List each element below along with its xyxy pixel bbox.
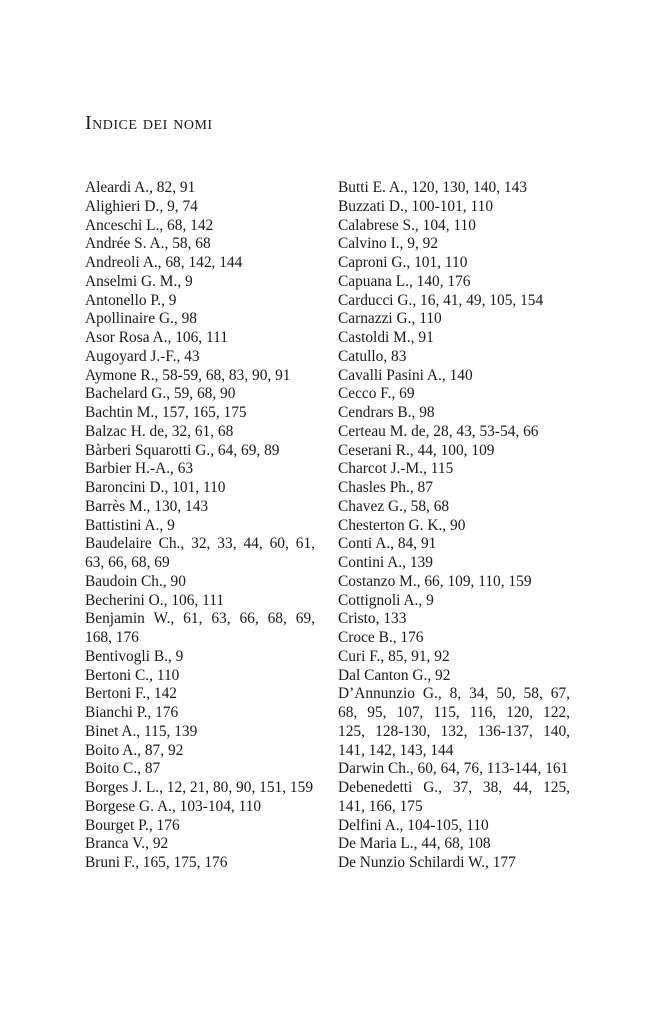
index-entry: Calabrese S., 104, 110 [338, 216, 476, 234]
index-entry: Branca V., 92 [85, 835, 169, 853]
index-entry: Battistini A., 9 [85, 516, 175, 534]
index-entry: Conti A., 84, 91 [338, 535, 437, 553]
index-entry: 141, 166, 175 [338, 797, 423, 815]
index-entry: Aleardi A., 82, 91 [85, 179, 196, 196]
index-entry: Benjamin W., 61, 63, 66, 68, 69, [85, 610, 315, 628]
index-column-left [85, 179, 315, 873]
index-entry: De Maria L., 44, 68, 108 [338, 835, 491, 853]
index-entry: Boito C., 87 [85, 760, 161, 778]
index-entry: 125, 128-130, 132, 136-137, 140, [338, 722, 570, 740]
index-entry: 68, 95, 107, 115, 116, 120, 122, [338, 704, 570, 721]
index-entry: Bruni F., 165, 175, 176 [85, 854, 228, 871]
index-entry: Anselmi G. M., 9 [85, 272, 193, 290]
index-entry: Bertoni F., 142 [85, 685, 177, 703]
index-entry: Cristo, 133 [338, 610, 407, 628]
index-entry: Bachelard G., 59, 68, 90 [85, 385, 236, 403]
index-entry: Cecco F., 69 [338, 385, 415, 403]
index-entry: Barbier H.-A., 63 [85, 460, 194, 478]
index-entry: Bianchi P., 176 [85, 704, 179, 721]
index-entry: Certeau M. de, 28, 43, 53-54, 66 [338, 422, 539, 440]
index-entry: Calvino I., 9, 92 [338, 235, 439, 253]
index-entry: Apollinaire G., 98 [85, 310, 197, 328]
index-entry: Chasles Ph., 87 [338, 479, 433, 496]
index-entry: 141, 142, 143, 144 [338, 741, 454, 759]
index-column-right [338, 179, 570, 873]
index-entry: Delfini A., 104-105, 110 [338, 816, 489, 834]
index-entry: Chavez G., 58, 68 [338, 497, 450, 515]
index-entry: Anceschi L., 68, 142 [85, 216, 214, 234]
index-entry: Borgese G. A., 103-104, 110 [85, 797, 262, 815]
index-entry: Bourget P., 176 [85, 816, 180, 834]
index-entry: Borges J. L., 12, 21, 80, 90, 151, 159 [85, 779, 314, 796]
index-entry: Curi F., 85, 91, 92 [338, 647, 450, 665]
index-entry: De Nunzio Schilardi W., 177 [338, 854, 516, 871]
index-entry: Debenedetti G., 37, 38, 44, 125, [338, 779, 570, 796]
index-entry: Augoyard J.-F., 43 [85, 347, 200, 365]
index-entry: Caproni G., 101, 110 [338, 254, 468, 271]
index-entry: Becherini O., 106, 111 [85, 591, 225, 609]
index-entry: Bertoni C., 110 [85, 666, 180, 684]
index-entry: Asor Rosa A., 106, 111 [85, 329, 228, 346]
index-entry: 63, 66, 68, 69 [85, 554, 170, 571]
index-entry: Croce B., 176 [338, 629, 424, 646]
index-entry: Binet A., 115, 139 [85, 722, 198, 740]
index-entry: Baudoin Ch., 90 [85, 572, 186, 590]
index-entry: Costanzo M., 66, 109, 110, 159 [338, 572, 532, 590]
index-entry: Carnazzi G., 110 [338, 310, 442, 328]
index-entry: D’Annunzio G., 8, 34, 50, 58, 67, [338, 685, 570, 703]
index-entry: Antonello P., 9 [85, 291, 177, 309]
index-entry: Carducci G., 16, 41, 49, 105, 154 [338, 291, 544, 309]
index-entry: Cendrars B., 98 [338, 404, 435, 421]
index-entry: 168, 176 [85, 629, 139, 646]
index-entry: Baroncini D., 101, 110 [85, 479, 226, 496]
index-entry: Bachtin M., 157, 165, 175 [85, 404, 247, 421]
index-entry: Chesterton G. K., 90 [338, 516, 466, 534]
index-entry: Andreoli A., 68, 142, 144 [85, 254, 243, 271]
index-entry: Bentivogli B., 9 [85, 647, 184, 665]
index-entry: Darwin Ch., 60, 64, 76, 113-144, 161 [338, 760, 569, 778]
index-entry: Cavalli Pasini A., 140 [338, 366, 473, 384]
index-entry: Capuana L., 140, 176 [338, 272, 471, 290]
index-entry: Alighieri D., 9, 74 [85, 197, 198, 215]
index-entry: Balzac H. de, 32, 61, 68 [85, 422, 234, 440]
index-entry: Baudelaire Ch., 32, 33, 44, 60, 61, [85, 535, 315, 553]
index-entry: Aymone R., 58-59, 68, 83, 90, 91 [85, 366, 291, 384]
page-title: Indice dei nomi [85, 112, 213, 134]
index-entry: Charcot J.-M., 115 [338, 460, 454, 478]
index-entry: Buzzati D., 100-101, 110 [338, 197, 494, 215]
index-entry: Barrès M., 130, 143 [85, 497, 209, 515]
index-entry: Boito A., 87, 92 [85, 741, 184, 759]
index-entry: Dal Canton G., 92 [338, 666, 451, 684]
index-entry: Andrée S. A., 58, 68 [85, 235, 211, 253]
index-entry: Catullo, 83 [338, 347, 407, 365]
index-entry: Castoldi M., 91 [338, 329, 434, 346]
index-entry: Bàrberi Squarotti G., 64, 69, 89 [85, 441, 280, 459]
index-entry: Butti E. A., 120, 130, 140, 143 [338, 179, 527, 196]
index-entry: Ceserani R., 44, 100, 109 [338, 441, 495, 459]
index-entry: Contini A., 139 [338, 554, 433, 571]
index-entry: Cottignoli A., 9 [338, 591, 434, 609]
